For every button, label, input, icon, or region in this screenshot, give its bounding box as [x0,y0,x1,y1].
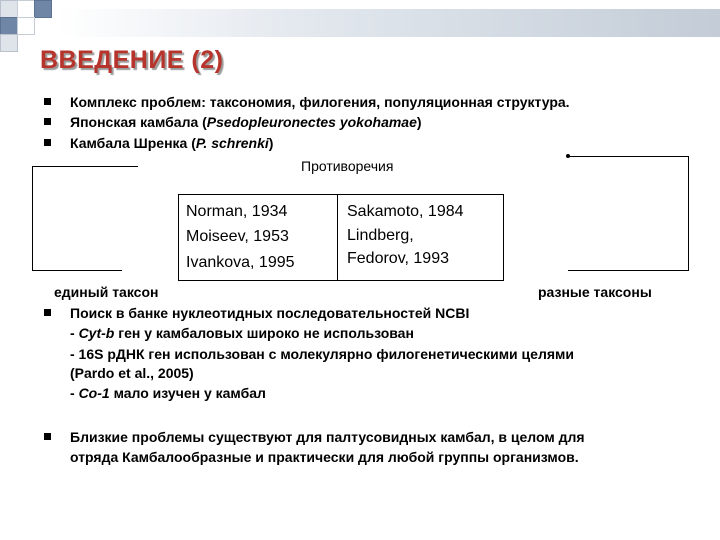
intro-item-text: Комплекс проблем: таксономия, филогения, популяционная структура. [70,94,570,110]
connector-line [32,270,122,271]
author-right: Fedorov, 1993 [347,250,449,267]
intro-item [70,114,422,130]
decor-square [34,0,52,18]
intro-item [70,94,570,110]
bullet-icon [44,98,51,105]
ncbi-line-text: - [70,325,79,341]
single-taxon-label: единый таксон [54,284,159,300]
decor-square [17,17,35,35]
author-left: Ivankova, 1995 [186,254,295,271]
decor-square [0,0,18,18]
conclusion-line: Близкие проблемы существуют для палтусовидных камбал, в целом для [70,429,585,445]
page-title: ВВЕДЕНИЕ (2) [40,46,224,74]
author-right: Lindberg, [347,227,414,244]
comparison-divider [337,194,338,280]
decor-square [17,0,35,18]
different-taxa-label: разные таксоны [538,284,652,300]
bullet-icon [44,139,51,146]
intro-item-text: ) [268,135,274,151]
bullet-icon [44,309,51,316]
ncbi-line: - 16S рДНК ген использован с молекулярно филогенетическими целями [70,346,574,362]
intro-item-text: ) [416,114,422,130]
connector-dot [566,154,570,158]
header-gradient-bar [58,9,720,37]
species-name: Psedopleuronectes yokohamae [206,114,417,130]
conclusion-line: отряда Камбалообразные и практически для любой группы организмов. [70,449,579,465]
intro-item [70,135,273,151]
bullet-icon [44,433,51,440]
connector-line [32,166,33,270]
ncbi-line-text: ген у камбаловых широко не использован [114,325,414,341]
contradiction-label: Противоречия [301,158,394,174]
connector-line [568,270,689,271]
author-right: Sakamoto, 1984 [347,203,464,220]
author-left: Norman, 1934 [186,203,288,220]
connector-line [688,156,689,271]
connector-line [32,166,138,167]
intro-item-text: Камбала Шренка ( [70,135,196,151]
ncbi-line-text: - [70,385,79,401]
gene-name: Co-1 [78,385,110,401]
decor-square [0,34,18,52]
ncbi-line-text: мало изучен у камбал [109,385,266,401]
intro-item-text: Японская камбала ( [70,114,207,130]
ncbi-line [70,385,266,401]
decor-square [0,17,18,35]
species-name: P. schrenki [195,135,269,151]
connector-line [568,156,689,157]
gene-name: Cyt-b [78,325,115,341]
author-left: Moiseev, 1953 [186,228,289,245]
ncbi-line [70,325,414,341]
ncbi-line: (Pardo et al., 2005) [70,365,194,381]
ncbi-heading: Поиск в банке нуклеотидных последовательностей NCBI [70,305,470,321]
bullet-icon [44,118,51,125]
